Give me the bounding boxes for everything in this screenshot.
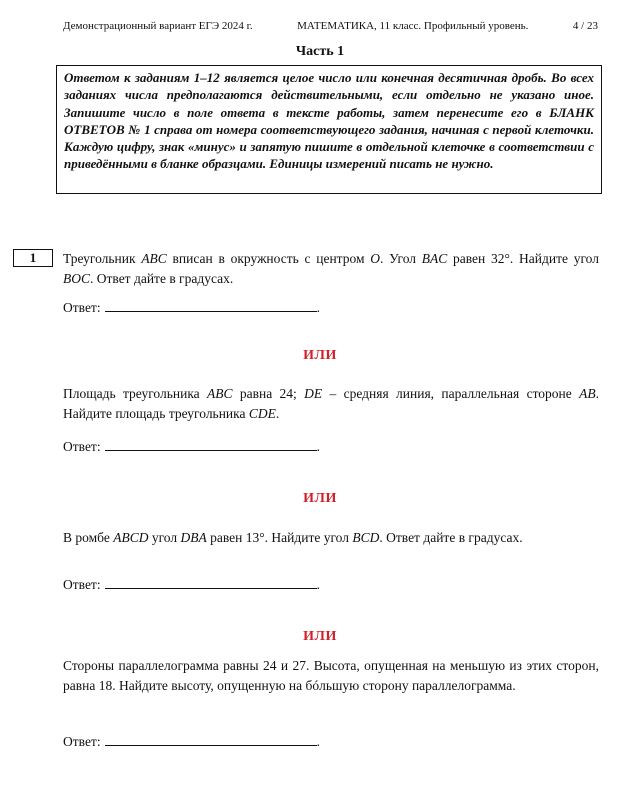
or-separator-3: ИЛИ <box>303 629 337 644</box>
answer-label: Ответ: <box>63 300 101 315</box>
instructions-box: Ответом к заданиям 1–12 является целое число или конечная десятичная дробь. Во всех заданиях числа предполагаются действительными, если отдельно не указано иное. Запишите число в поле ответа в тексте работы, затем перенесите его в БЛАНК ОТВЕТОВ № 1 справа от номера соответствующего задания, начиная с первой клеточки. Каждую цифру, знак «минус» и запятую пишите в отдельной клеточке в соответствии с приведёнными в бланке образцами. Единицы измерений писать не нужно. <box>56 65 602 194</box>
or-separator-1: ИЛИ <box>303 348 337 363</box>
page-header <box>63 20 598 32</box>
answer-field[interactable] <box>105 576 317 589</box>
or-separator-2: ИЛИ <box>303 491 337 506</box>
answer-label: Ответ: <box>63 439 101 454</box>
header-exam-title: Демонстрационный вариант ЕГЭ 2024 г. <box>63 20 253 32</box>
header-subject: МАТЕМАТИКА, 11 класс. Профильный уровень. <box>297 20 529 32</box>
answer-field[interactable] <box>105 438 317 451</box>
answer-line-4[interactable]: Ответ: . <box>63 734 320 749</box>
part-title: Часть 1 <box>295 44 345 59</box>
header-page-number: 4 / 23 <box>572 20 598 32</box>
answer-field[interactable] <box>105 299 317 312</box>
task-text-3: В ромбе ABCD угол DBA равен 13°. Найдите угол BCD. Ответ дайте в градусах. <box>63 530 523 545</box>
answer-line-1[interactable]: Ответ: . <box>63 300 320 315</box>
answer-label: Ответ: <box>63 577 101 592</box>
task-text-4: Стороны параллелограмма равны 24 и 27. Высота, опущенная на меньшую из этих сторон, равна 18. Найдите высоту, опущенную на бóльшую сторону параллелограмма. <box>63 658 599 693</box>
task-text-2: Площадь треугольника ABC равна 24; DE – средняя линия, параллельная стороне AB. Найдите площадь треугольника CDE. <box>63 386 599 421</box>
answer-line-2[interactable]: Ответ: . <box>63 439 320 454</box>
answer-line-3[interactable]: Ответ: . <box>63 577 320 592</box>
answer-label: Ответ: <box>63 734 101 749</box>
answer-field[interactable] <box>105 733 317 746</box>
task-text-1: Треугольник ABC вписан в окружность с центром O. Угол BAC равен 32°. Найдите угол BOC. Ответ дайте в градусах. <box>63 251 599 286</box>
task-number-box: 1 <box>13 249 53 267</box>
